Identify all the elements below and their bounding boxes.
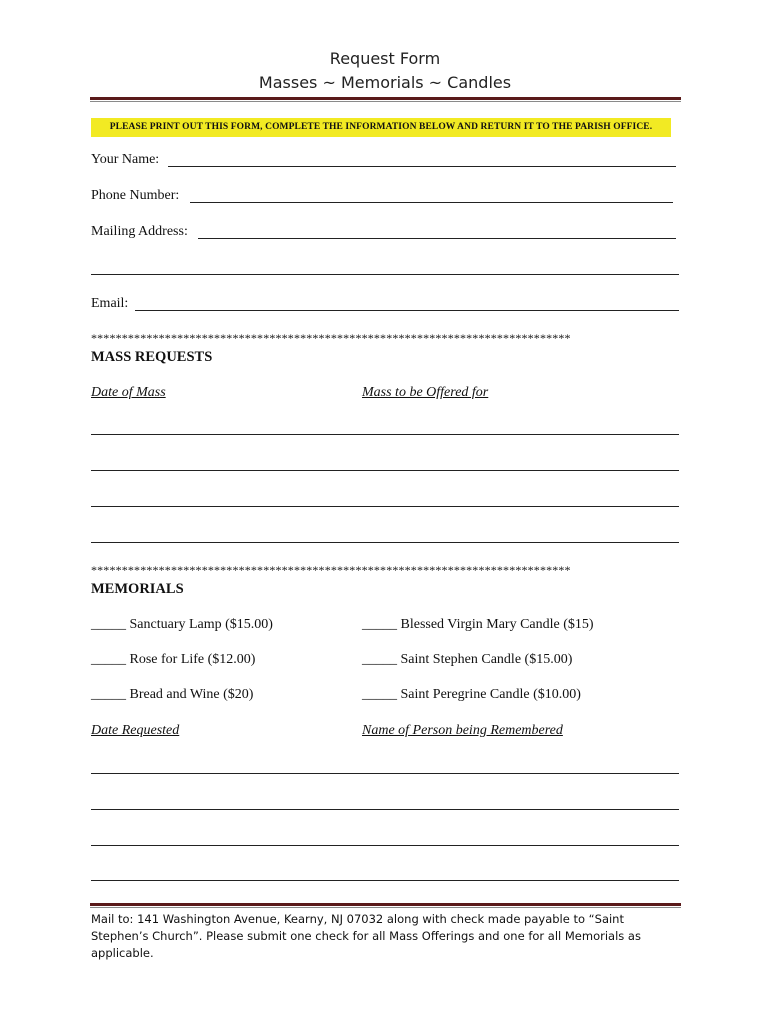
- phone-label: Phone Number:: [91, 188, 180, 203]
- email-field[interactable]: [135, 310, 679, 311]
- memorial-line[interactable]: [91, 809, 679, 810]
- memorial-line[interactable]: [91, 845, 679, 846]
- memorial-blank[interactable]: _____: [91, 687, 126, 702]
- mass-offered-for-header: Mass to be Offered for: [362, 385, 489, 400]
- memorial-option-label: Saint Stephen Candle ($15.00): [400, 652, 573, 667]
- memorial-option-label: Bread and Wine ($20): [129, 687, 254, 702]
- mass-requests-heading: MASS REQUESTS: [91, 349, 213, 365]
- memorial-line[interactable]: [91, 880, 679, 881]
- phone-field[interactable]: [190, 202, 673, 203]
- name-label: Your Name:: [91, 152, 160, 167]
- memorial-blank[interactable]: _____: [362, 617, 397, 632]
- print-notice: PLEASE PRINT OUT THIS FORM, COMPLETE THE INFORMATION BELOW AND RETURN IT TO THE PARISH OFFICE.: [91, 118, 671, 137]
- memorial-option-label: Saint Peregrine Candle ($10.00): [400, 687, 581, 702]
- email-label: Email:: [91, 296, 129, 311]
- date-of-mass-header: Date of Mass: [91, 385, 166, 400]
- form-title: Request Form: [329, 49, 441, 68]
- date-requested-header: Date Requested: [91, 723, 180, 738]
- mass-request-line[interactable]: [91, 506, 679, 507]
- memorial-blank[interactable]: _____: [362, 652, 397, 667]
- memorial-blank[interactable]: _____: [91, 652, 126, 667]
- memorial-blank[interactable]: _____: [91, 617, 126, 632]
- separator-stars: ******************************************************************************: [91, 331, 571, 345]
- address-label: Mailing Address:: [91, 224, 188, 239]
- form-subtitle: Masses ~ Memorials ~ Candles: [258, 73, 512, 92]
- memorial-option-label: Blessed Virgin Mary Candle ($15): [400, 617, 594, 632]
- person-remembered-header: Name of Person being Remembered: [362, 723, 563, 738]
- memorial-option-bread-and-wine[interactable]: [91, 687, 253, 703]
- footer-rule: [90, 903, 681, 908]
- memorial-option-label: Sanctuary Lamp ($15.00): [129, 617, 273, 632]
- memorial-option-sanctuary-lamp[interactable]: [91, 617, 273, 633]
- memorial-option-st-peregrine-candle[interactable]: [362, 687, 581, 703]
- mailing-instructions: Mail to: 141 Washington Avenue, Kearny, NJ 07032 along with check made payable to “Saint Stephen’s Church”. Please submit one check for all Mass Offerings and one for all Memorials as applicable.: [91, 912, 641, 960]
- memorial-option-bvm-candle[interactable]: [362, 617, 594, 633]
- name-field[interactable]: [168, 166, 676, 167]
- header-rule: [90, 97, 681, 102]
- mass-request-line[interactable]: [91, 470, 679, 471]
- mass-request-line[interactable]: [91, 434, 679, 435]
- memorial-option-st-stephen-candle[interactable]: [362, 652, 572, 668]
- address-field-line-1[interactable]: [198, 238, 676, 239]
- memorial-line[interactable]: [91, 773, 679, 774]
- memorial-option-rose-for-life[interactable]: [91, 652, 255, 668]
- memorial-option-label: Rose for Life ($12.00): [129, 652, 256, 667]
- memorials-heading: MEMORIALS: [91, 581, 184, 597]
- memorial-blank[interactable]: _____: [362, 687, 397, 702]
- address-field-line-2[interactable]: [91, 274, 679, 275]
- separator-stars: ******************************************************************************: [91, 563, 571, 577]
- mass-request-line[interactable]: [91, 542, 679, 543]
